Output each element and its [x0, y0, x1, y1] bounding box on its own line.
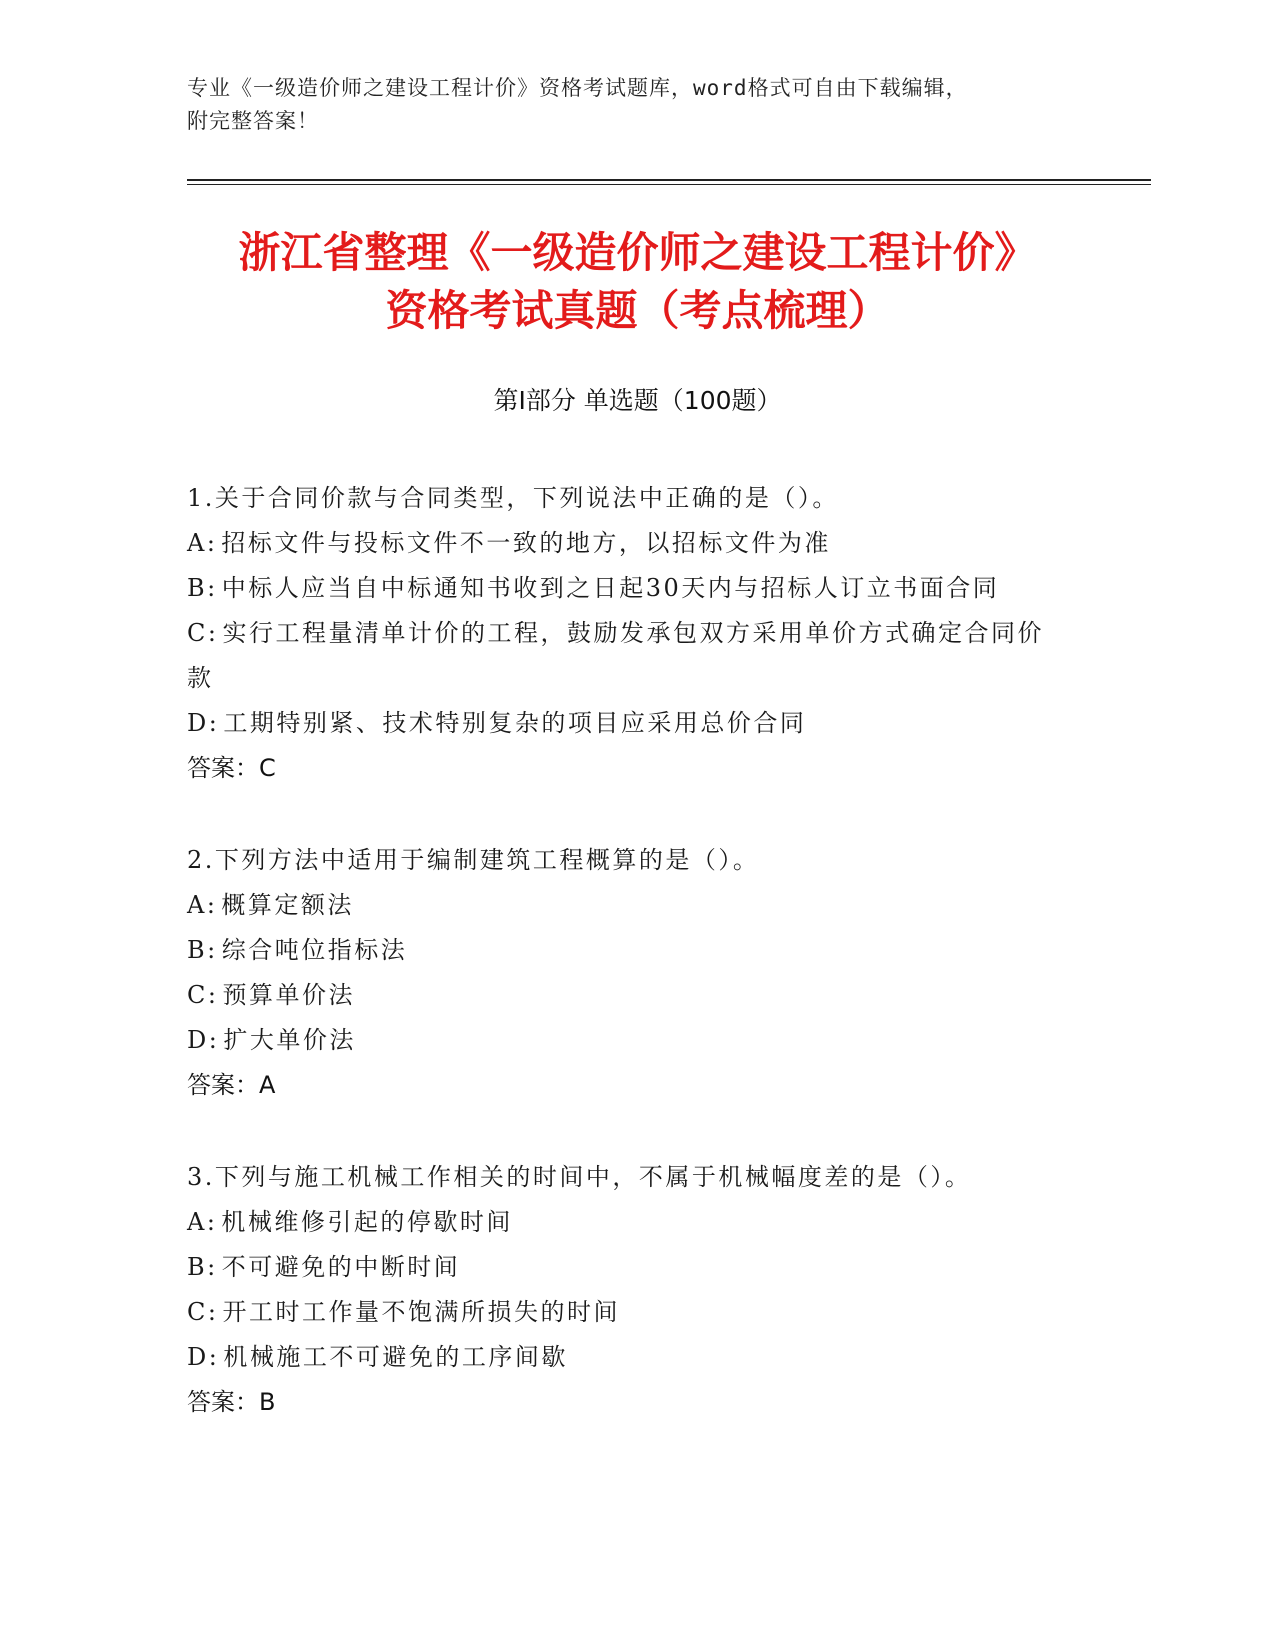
option-text: 机械施工不可避免的工序间歇 [223, 1343, 568, 1371]
section-heading: 第Ⅰ部分 单选题（100题） [493, 386, 782, 415]
option-text: 扩大单价法 [223, 1026, 356, 1054]
option-a [187, 883, 1067, 928]
option-text: 开工时工作量不饱满所损失的时间 [222, 1298, 620, 1326]
header-note [187, 72, 1087, 138]
option-text: 招标文件与投标文件不一致的地方，以招标文件为准 [221, 529, 831, 557]
answer: 答案：A [187, 1071, 276, 1099]
option-c [187, 973, 1067, 1018]
option-text: 中标人应当自中标通知书收到之日起30天内与招标人订立书面合同 [221, 574, 1000, 602]
option-b [187, 928, 1067, 973]
option-prefix: A: [187, 891, 218, 919]
header-divider-thin [187, 184, 1151, 185]
option-text: 机械维修引起的停歇时间 [221, 1208, 513, 1236]
option-text: 工期特别紧、技术特别复杂的项目应采用总价合同 [223, 709, 807, 737]
option-prefix: D: [187, 1026, 220, 1054]
option-d [187, 1018, 1067, 1063]
option-prefix: C: [187, 619, 219, 647]
question-3 [187, 1155, 1067, 1425]
option-text: 概算定额法 [221, 891, 354, 919]
option-text: 综合吨位指标法 [221, 936, 408, 964]
option-a [187, 521, 1067, 566]
document-title [150, 224, 1125, 340]
option-prefix: B: [187, 936, 218, 964]
option-b [187, 1245, 1067, 1290]
option-a [187, 1200, 1067, 1245]
option-prefix: D: [187, 1343, 220, 1371]
document-title-line-2: 资格考试真题（考点梳理） [385, 286, 890, 335]
question-1 [187, 476, 1067, 791]
option-c [187, 1290, 1067, 1335]
option-text: 实行工程量清单计价的工程，鼓励发承包双方采用单价方式确定合同价款 [187, 619, 1044, 692]
option-d [187, 1335, 1067, 1380]
answer: 答案：C [187, 754, 276, 782]
answer: 答案：B [187, 1388, 276, 1416]
header-note-line-1: 专业《一级造价师之建设工程计价》资格考试题库，word格式可自由下载编辑， [187, 76, 968, 100]
option-prefix: D: [187, 709, 220, 737]
question-2 [187, 838, 1067, 1108]
option-c [187, 611, 1067, 701]
option-prefix: A: [187, 529, 218, 557]
option-prefix: A: [187, 1208, 218, 1236]
option-prefix: C: [187, 981, 219, 1009]
question-stem: 2.下列方法中适用于编制建筑工程概算的是（）。 [187, 846, 760, 874]
header-note-line-2: 附完整答案！ [187, 109, 319, 133]
header-divider-thick [187, 179, 1151, 181]
option-prefix: B: [187, 574, 218, 602]
option-d [187, 701, 1067, 746]
question-stem: 1.关于合同价款与合同类型，下列说法中正确的是（）。 [187, 484, 839, 512]
option-prefix: B: [187, 1253, 218, 1281]
option-text: 预算单价法 [222, 981, 355, 1009]
question-list [187, 476, 1067, 1472]
option-prefix: C: [187, 1298, 219, 1326]
question-stem: 3.下列与施工机械工作相关的时间中，不属于机械幅度差的是（）。 [187, 1163, 972, 1191]
option-text: 不可避免的中断时间 [221, 1253, 461, 1281]
document-title-line-1: 浙江省整理《一级造价师之建设工程计价》 [238, 228, 1037, 277]
option-b [187, 566, 1067, 611]
